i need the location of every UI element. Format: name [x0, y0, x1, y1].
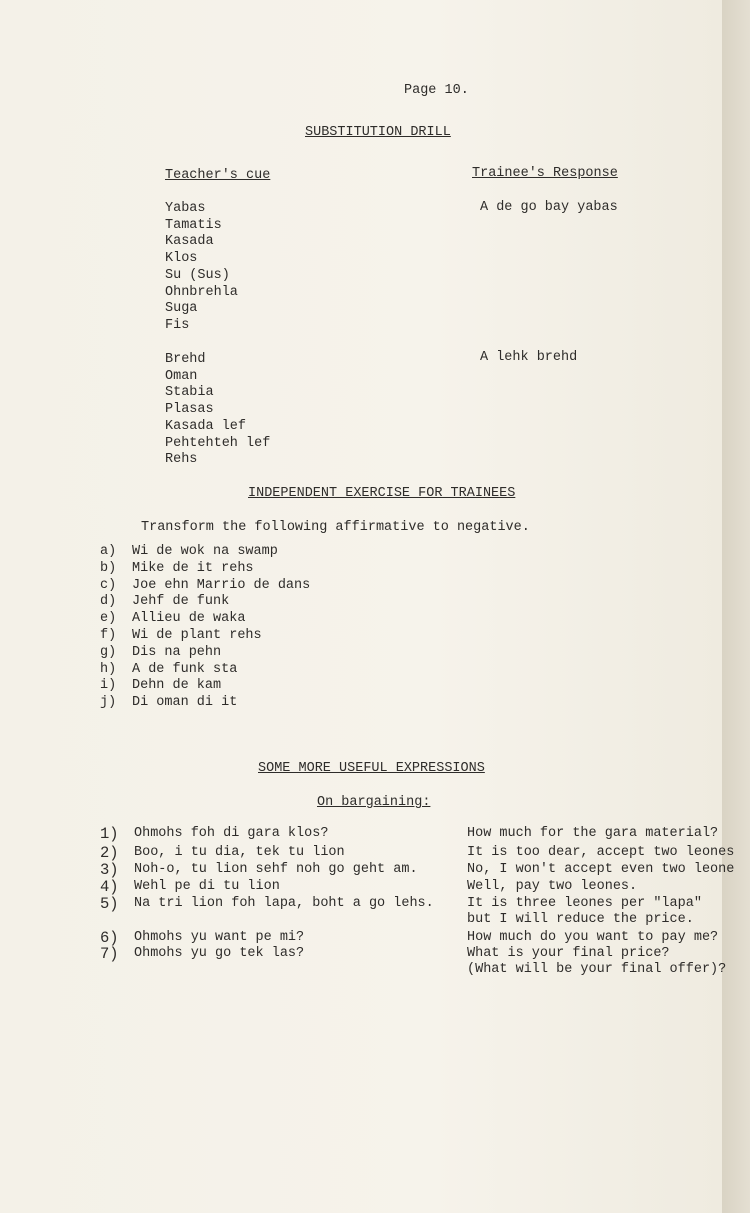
expression-english: Well, pay two leones.	[467, 879, 638, 894]
expression-english: but I will reduce the price.	[467, 912, 694, 927]
expression-number: 6)	[100, 929, 119, 947]
cue-word: Suga	[165, 301, 198, 317]
exercise-sentence: A de funk sta	[132, 661, 238, 677]
expression-english: No, I won't accept even two leone	[467, 862, 735, 877]
exercise-marker: e)	[100, 611, 117, 627]
expression-english: (What will be your final offer)?	[467, 962, 727, 977]
expression-english: How much do you want to pay me?	[467, 930, 719, 945]
exercise-sentence: Dis na pehn	[132, 644, 222, 660]
cue-word: Plasas	[165, 402, 214, 418]
expression-english: It is too dear, accept two leones	[467, 845, 735, 860]
exercise-sentence: Jehf de funk	[132, 594, 230, 610]
exercise-marker: a)	[100, 544, 117, 559]
exercise-marker: i)	[100, 678, 117, 694]
response-group-1: A de go bay yabas	[480, 200, 618, 215]
exercise-marker: g)	[100, 644, 117, 660]
cue-word: Klos	[165, 251, 198, 267]
expression-number: 4)	[100, 878, 119, 896]
expression-krio: Wehl pe di tu lion	[134, 879, 280, 894]
expression-krio: Ohmohs yu want pe mi?	[134, 930, 305, 945]
cue-word: Tamatis	[165, 217, 222, 233]
page-edge	[722, 0, 750, 1213]
bargaining-subtitle: On bargaining:	[317, 795, 431, 810]
expression-number: 5)	[100, 895, 119, 913]
expression-number: 2)	[100, 844, 119, 862]
exercise-marker: h)	[100, 661, 117, 677]
exercise-marker: d)	[100, 594, 117, 610]
expression-krio: Ohmohs yu go tek las?	[134, 946, 305, 961]
expression-krio: Ohmohs foh di gara klos?	[134, 826, 329, 841]
expression-krio: Boo, i tu dia, tek tu lion	[134, 845, 345, 860]
cue-word: Brehd	[165, 352, 206, 367]
cue-word: Rehs	[165, 452, 198, 468]
expression-english: How much for the gara material?	[467, 826, 719, 841]
useful-expressions-title: SOME MORE USEFUL EXPRESSIONS	[258, 761, 485, 776]
independent-exercise-title: INDEPENDENT EXERCISE FOR TRAINEES	[248, 486, 516, 501]
expression-english: What is your final price?	[467, 946, 670, 961]
exercise-marker: j)	[100, 695, 117, 711]
cue-word: Fis	[165, 317, 190, 333]
teacher-cue-header: Teacher's cue	[165, 168, 271, 183]
exercise-sentence: Mike de it rehs	[132, 560, 254, 576]
exercise-sentence: Joe ehn Marrio de dans	[132, 577, 311, 593]
response-group-2: A lehk brehd	[480, 350, 578, 365]
exercise-sentence: Wi de wok na swamp	[132, 544, 278, 559]
page-number: Page 10.	[404, 83, 469, 98]
exercise-sentence: Di oman di it	[132, 695, 238, 711]
exercise-marker: f)	[100, 628, 117, 643]
cue-word: Kasada	[165, 234, 214, 250]
cue-word: Yabas	[165, 201, 206, 216]
expression-number: 3)	[100, 861, 119, 879]
cue-word: Pehtehteh lef	[165, 435, 271, 451]
exercise-marker: b)	[100, 560, 117, 576]
cue-word: Stabia	[165, 385, 214, 401]
trainee-response-header: Trainee's Response	[472, 166, 618, 181]
expression-krio: Noh-o, tu lion sehf noh go geht am.	[134, 862, 418, 877]
cue-word: Kasada lef	[165, 418, 247, 434]
transform-instruction: Transform the following affirmative to negative.	[141, 520, 530, 535]
exercise-sentence: Dehn de kam	[132, 678, 222, 694]
cue-word: Oman	[165, 368, 198, 384]
expression-krio: Na tri lion foh lapa, boht a go lehs.	[134, 896, 434, 911]
expression-number: 7)	[100, 945, 119, 963]
expression-english: It is three leones per "lapa"	[467, 896, 702, 911]
cue-word: Ohnbrehla	[165, 284, 238, 300]
substitution-drill-title: SUBSTITUTION DRILL	[305, 125, 451, 140]
cue-word: Su (Sus)	[165, 267, 230, 283]
exercise-marker: c)	[100, 577, 117, 593]
exercise-sentence: Wi de plant rehs	[132, 628, 262, 643]
exercise-sentence: Allieu de waka	[132, 611, 246, 627]
expression-number: 1)	[100, 825, 119, 843]
